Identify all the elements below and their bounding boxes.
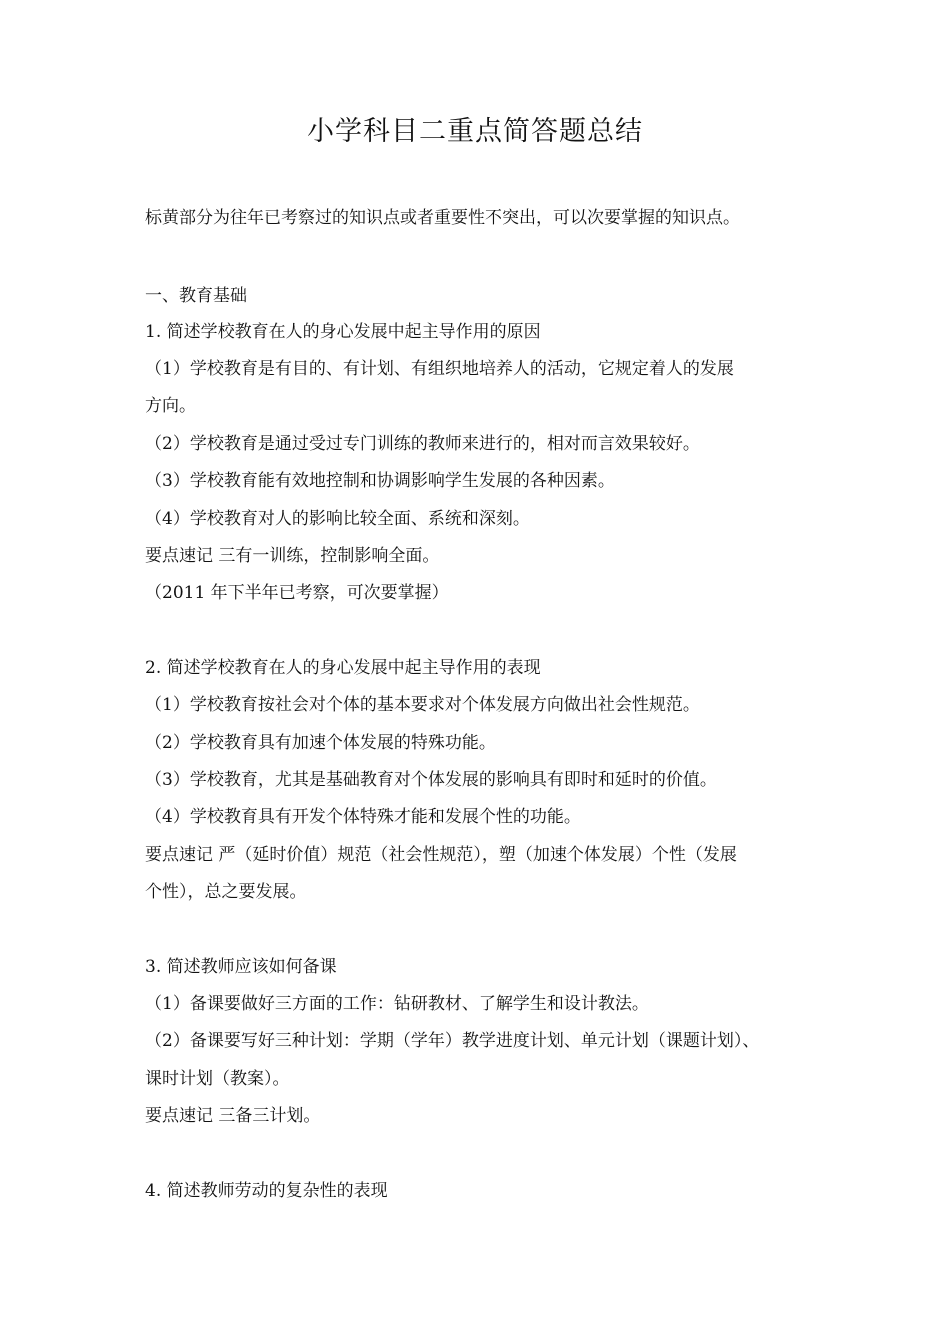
key-point: 要点速记 三有一训练，控制影响全面。	[145, 546, 440, 566]
answer-line: （3）学校教育能有效地控制和协调影响学生发展的各种因素。	[145, 471, 615, 491]
answer-line: （2）备课要写好三种计划：学期（学年）教学进度计划、单元计划（课题计划）、	[145, 1031, 760, 1051]
highlight-note: 标黄部分为往年已考察过的知识点或者重要性不突出，可以次要掌握的知识点。	[145, 208, 740, 228]
answer-line: （2）学校教育具有加速个体发展的特殊功能。	[145, 733, 496, 753]
question-heading: 3. 简述教师应该如何备课	[145, 957, 337, 977]
answer-line: （2）学校教育是通过受过专门训练的教师来进行的，相对而言效果较好。	[145, 434, 700, 454]
answer-line: 方向。	[145, 396, 196, 416]
exam-note: （2011 年下半年已考察，可次要掌握）	[145, 583, 449, 603]
answer-line: （1）学校教育按社会对个体的基本要求对个体发展方向做出社会性规范。	[145, 695, 700, 715]
answer-line: （1）备课要做好三方面的工作：钻研教材、了解学生和设计教法。	[145, 994, 649, 1014]
answer-line: 课时计划（教案）。	[145, 1069, 290, 1089]
answer-line: （3）学校教育，尤其是基础教育对个体发展的影响具有即时和延时的价值。	[145, 770, 717, 790]
answer-line: （4）学校教育对人的影响比较全面、系统和深刻。	[145, 509, 530, 529]
key-point: 要点速记 三备三计划。	[145, 1106, 321, 1126]
section-heading: 一、教育基础	[145, 286, 247, 306]
answer-line: （1）学校教育是有目的、有计划、有组织地培养人的活动，它规定着人的发展	[145, 359, 734, 379]
question-heading: 4. 简述教师劳动的复杂性的表现	[145, 1181, 388, 1201]
key-point: 要点速记 严（延时价值）规范（社会性规范），塑（加速个体发展）个性（发展	[145, 845, 737, 865]
answer-line: （4）学校教育具有开发个体特殊才能和发展个性的功能。	[145, 807, 581, 827]
key-point: 个性），总之要发展。	[145, 882, 307, 902]
question-heading: 1. 简述学校教育在人的身心发展中起主导作用的原因	[145, 322, 541, 342]
question-heading: 2. 简述学校教育在人的身心发展中起主导作用的表现	[145, 658, 541, 678]
document-title: 小学科目二重点简答题总结	[307, 116, 643, 147]
